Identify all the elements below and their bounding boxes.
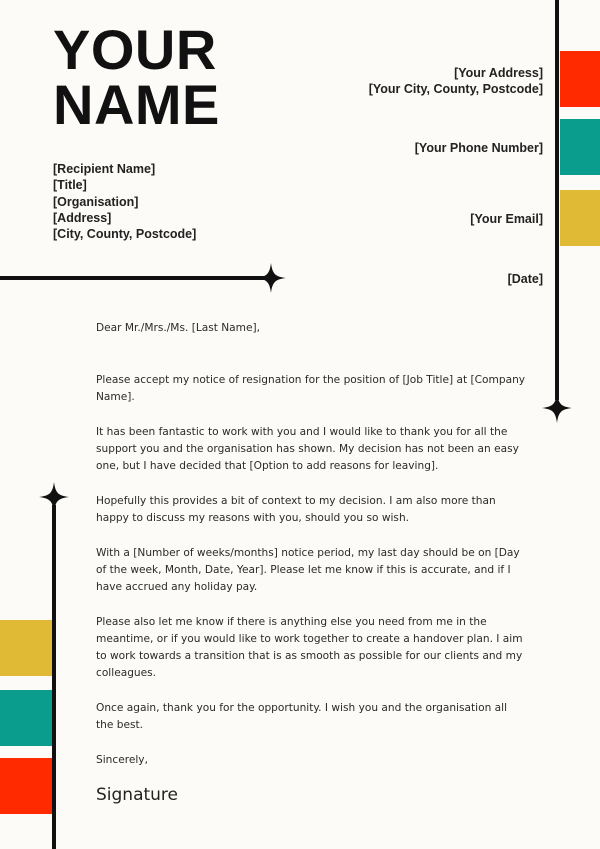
- sender-address-block: [369, 65, 543, 97]
- letter-paragraph: With a [Number of weeks/months] notice period, my last day should be on [Day of the week, Month, Date, Year]. Please let me know if this is accurate, and if I have accrued any holiday pay.: [96, 547, 520, 593]
- decor-bar-yellow: [0, 620, 52, 676]
- letter-paragraph: Please accept my notice of resignation for the position of [Job Title] at [Company Name].: [96, 374, 526, 403]
- letter-closing: Sincerely,: [96, 754, 148, 766]
- recipient-address: [Address]: [53, 210, 112, 225]
- signature: Signature: [96, 785, 179, 805]
- sender-city: [Your City, County, Postcode]: [368, 82, 543, 96]
- letter-date: [Date]: [507, 272, 543, 286]
- letter-greeting: Dear Mr./Mrs./Ms. [Last Name],: [96, 322, 261, 334]
- recipient-title: [Title]: [53, 178, 87, 193]
- letter-paragraph: Hopefully this provides a bit of context to my decision. I am also more than happy to discuss my reasons with you, should you so wish.: [96, 495, 496, 524]
- name-line-1: YOUR: [53, 18, 217, 81]
- sparkle-star-icon: [39, 482, 69, 512]
- applicant-name-heading: [53, 18, 220, 136]
- letter-paragraph: It has been fantastic to work with you and I would like to thank you for all the support you and the organisation has shown. My decision has not been an easy one, but I have decided that [Option to add reasons for leaving].: [96, 426, 519, 472]
- sparkle-star-icon: [542, 393, 572, 423]
- recipient-organisation: [Organisation]: [53, 194, 139, 209]
- name-line-2: NAME: [53, 73, 220, 136]
- sender-phone: [Your Phone Number]: [414, 141, 543, 155]
- decor-bar-yellow: [560, 190, 600, 246]
- sparkle-star-icon: [256, 263, 286, 293]
- letter-paragraph: Please also let me know if there is anything else you need from me in the meantime, or if you would like to work together to create a handover plan. I aim to work towards a transition that is as smooth as possible for our clients and my colleagues.: [96, 616, 523, 679]
- horizontal-divider-line: [0, 276, 264, 280]
- left-vertical-line: [52, 505, 56, 849]
- decor-bar-teal: [0, 690, 52, 746]
- decor-bar-red: [0, 758, 52, 814]
- recipient-block: [53, 161, 196, 242]
- letter-body: [96, 320, 526, 804]
- decor-bar-red: [560, 51, 600, 107]
- sender-address: [Your Address]: [454, 66, 543, 80]
- recipient-name: [Recipient Name]: [53, 162, 156, 176]
- sender-email: [Your Email]: [470, 212, 543, 226]
- right-vertical-line: [555, 0, 559, 400]
- decor-bar-teal: [560, 119, 600, 175]
- letter-paragraph: Once again, thank you for the opportunity. I wish you and the organisation all the best.: [96, 702, 508, 731]
- recipient-city: [City, County, Postcode]: [53, 227, 197, 242]
